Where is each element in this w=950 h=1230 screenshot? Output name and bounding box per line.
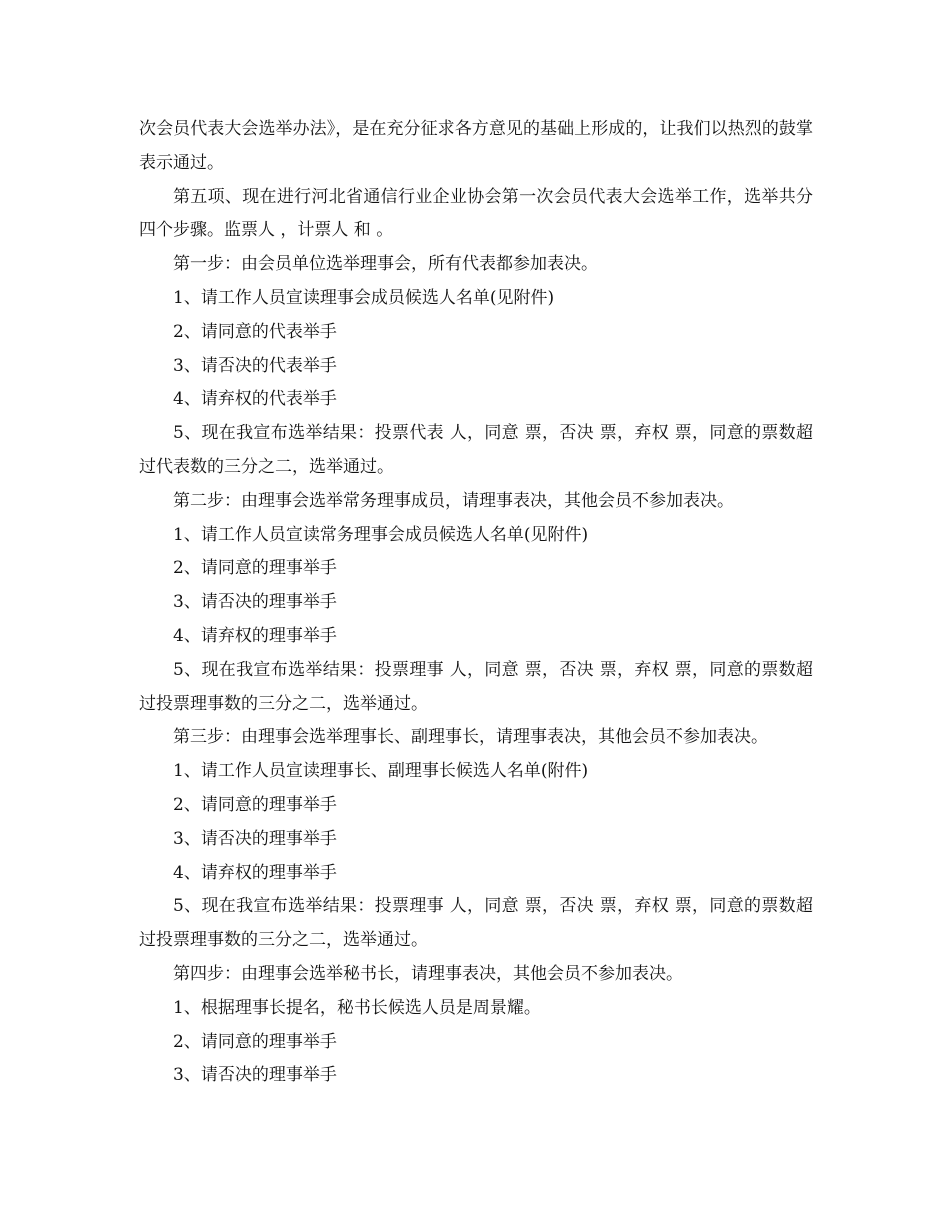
document-body (139, 113, 813, 1093)
paragraph: 1、根据理事长提名，秘书长候选人员是周景耀。 (173, 997, 541, 1018)
paragraph: 第五项、现在进行河北省通信行业企业协会第一次会员代表大会选举工作，选举共分四个步骤。监票人 ，计票人 和 。 (139, 186, 813, 241)
paragraph: 4、请弃权的理事举手 (173, 625, 337, 646)
paragraph: 5、现在我宣布选举结果：投票理事 人，同意 票，否决 票，弃权 票，同意的票数超过投票理事数的三分之二，选举通过。 (139, 896, 813, 951)
paragraph: 4、请弃权的理事举手 (173, 862, 337, 883)
paragraph: 4、请弃权的代表举手 (173, 389, 337, 410)
paragraph: 次会员代表大会选举办法》，是在充分征求各方意见的基础上形成的，让我们以热烈的鼓掌表示通过。 (139, 119, 813, 173)
paragraph: 3、请否决的代表举手 (173, 355, 337, 376)
paragraph: 1、请工作人员宣读理事长、副理事长候选人名单(附件) (173, 761, 589, 782)
paragraph: 3、请否决的理事举手 (173, 828, 337, 849)
paragraph: 3、请否决的理事举手 (173, 1065, 337, 1086)
paragraph: 3、请否决的理事举手 (173, 592, 337, 613)
paragraph: 5、现在我宣布选举结果：投票理事 人，同意 票，否决 票，弃权 票，同意的票数超过投票理事数的三分之二，选举通过。 (139, 659, 813, 714)
paragraph: 5、现在我宣布选举结果：投票代表 人，同意 票，否决 票，弃权 票，同意的票数超过代表数的三分之二，选举通过。 (139, 423, 813, 477)
paragraph: 1、请工作人员宣读常务理事会成员候选人名单(见附件) (173, 524, 589, 545)
paragraph: 第四步：由理事会选举秘书长，请理事表决，其他会员不参加表决。 (173, 963, 683, 984)
paragraph: 第一步：由会员单位选举理事会，所有代表都参加表决。 (173, 254, 598, 275)
paragraph: 1、请工作人员宣读理事会成员候选人名单(见附件) (173, 287, 555, 308)
paragraph: 第二步：由理事会选举常务理事成员，请理事表决，其他会员不参加表决。 (173, 490, 734, 511)
paragraph: 2、请同意的代表举手 (173, 321, 337, 342)
paragraph: 2、请同意的理事举手 (173, 1031, 337, 1052)
paragraph: 2、请同意的理事举手 (173, 794, 337, 815)
paragraph: 2、请同意的理事举手 (173, 558, 337, 579)
paragraph: 第三步：由理事会选举理事长、副理事长，请理事表决，其他会员不参加表决。 (173, 727, 768, 748)
